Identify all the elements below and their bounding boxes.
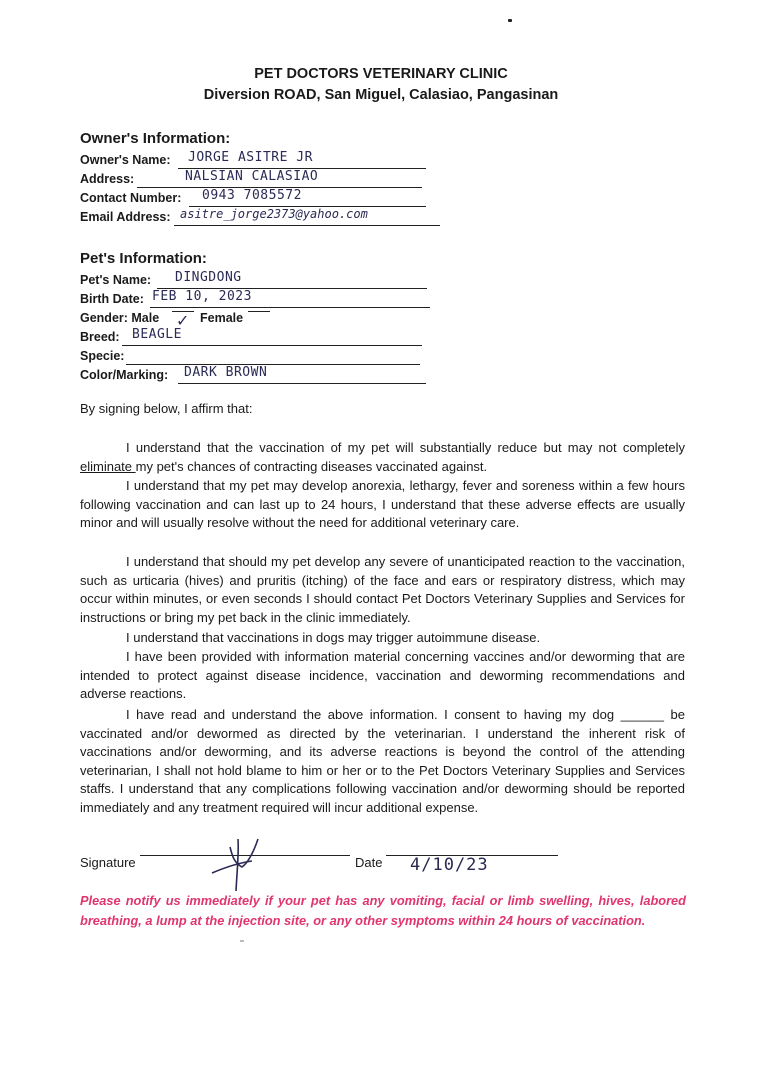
scan-mark	[240, 940, 244, 942]
female-checkbox-line[interactable]	[248, 311, 270, 312]
consent-paragraph-3: I understand that should my pet develop any severe of unanticipated reaction to the vaccination, such as urticaria (hives) and pruritis (itching) of the face and ears or respiratory distress, which may occur within minutes, or even seconds I should contact Pet Doctors Veterinary Supplies and Services for instructions or bring my pet back in the clinic immediately.	[80, 554, 685, 625]
pet-specie-line[interactable]	[126, 364, 420, 365]
owner-contact-label: Contact Number:	[80, 191, 182, 205]
owner-section-title: Owner's Information:	[80, 130, 231, 147]
pet-birthdate-label: Birth Date:	[80, 292, 144, 306]
consent-paragraph-6: I have read and understand the above information. I consent to having my dog ______ be vaccinated and/or dewormed as directed by the veterinarian. I understand the inherent risk of vaccinations and/or deworming, and its adverse reactions is beyond the control of the attending veterinarian, I shall not hold blame to him or her or to the Pet Doctors Veterinary Supplies and Services staffs. I understand that any complications following vaccination and/or deworming should be reported immediately and any treatment required will incur additional expense.	[80, 707, 685, 815]
owner-name-label: Owner's Name:	[80, 153, 171, 167]
handwritten-signature	[208, 833, 268, 893]
date-value: 4/10/23	[410, 855, 489, 875]
pet-color-line	[178, 383, 426, 384]
owner-email-label: Email Address:	[80, 210, 171, 224]
owner-email-line	[174, 225, 440, 226]
pet-breed-line	[122, 345, 422, 346]
owner-name-value[interactable]: JORGE ASITRE JR	[188, 150, 313, 165]
clinic-name: PET DOCTORS VETERINARY CLINIC	[254, 66, 508, 82]
pet-birthdate-line	[150, 307, 430, 308]
male-check-mark: ✓	[176, 313, 190, 330]
pet-breed-label: Breed:	[80, 330, 120, 344]
signature-label: Signature	[80, 855, 136, 870]
pet-color-value[interactable]: DARK BROWN	[184, 365, 268, 380]
pet-section-title: Pet's Information:	[80, 250, 207, 267]
pet-birthdate-value[interactable]: FEB 10, 2023	[152, 289, 252, 304]
pet-name-value[interactable]: DINGDONG	[175, 270, 242, 285]
notice-text: Please notify us immediately if your pet has any vomiting, facial or limb swelling, hives, labored breathing, a lump at the injection site, or any other symptoms within 24 hours of vaccination.	[80, 893, 686, 928]
gender-male-label: Gender: Male	[80, 311, 160, 325]
affirm-intro: By signing below, I affirm that:	[80, 401, 253, 416]
pet-breed-value[interactable]: BEAGLE	[132, 327, 182, 342]
pet-color-label: Color/Marking:	[80, 368, 169, 382]
consent-paragraph-2: I understand that my pet may develop anorexia, lethargy, fever and soreness within a few hours following vaccination and can last up to 24 hours, I understand that these adverse effects are usually minor and will usually resolve without the need for additional veterinary care.	[80, 478, 685, 531]
gender-female-label: Female	[200, 311, 244, 325]
owner-address-label: Address:	[80, 172, 135, 186]
owner-address-value[interactable]: NALSIAN CALASIAO	[185, 169, 319, 184]
consent-paragraph-1: I understand that the vaccination of my pet will substantially reduce but may not completely eliminate my pet's chances of contracting diseases vaccinated against.	[80, 440, 685, 474]
owner-email-value[interactable]: asitre_jorge2373@yahoo.com	[180, 207, 368, 221]
scan-speck	[508, 19, 512, 22]
eliminate-underlined: eliminate	[80, 458, 136, 474]
consent-paragraph-4: I understand that vaccinations in dogs may trigger autoimmune disease.	[126, 630, 541, 645]
clinic-address: Diversion ROAD, San Miguel, Calasiao, Pangasinan	[203, 87, 559, 103]
consent-paragraph-5: I have been provided with information material concerning vaccines and/or deworming that are intended to protect against disease incidence, vaccination and deworming recommendations and adverse reactions.	[80, 649, 685, 702]
pet-specie-label: Specie:	[80, 349, 125, 363]
signature-row	[80, 855, 680, 875]
owner-contact-value[interactable]: 0943 7085572	[202, 188, 302, 203]
pet-name-label: Pet's Name:	[80, 273, 152, 287]
date-label: Date	[355, 855, 383, 870]
